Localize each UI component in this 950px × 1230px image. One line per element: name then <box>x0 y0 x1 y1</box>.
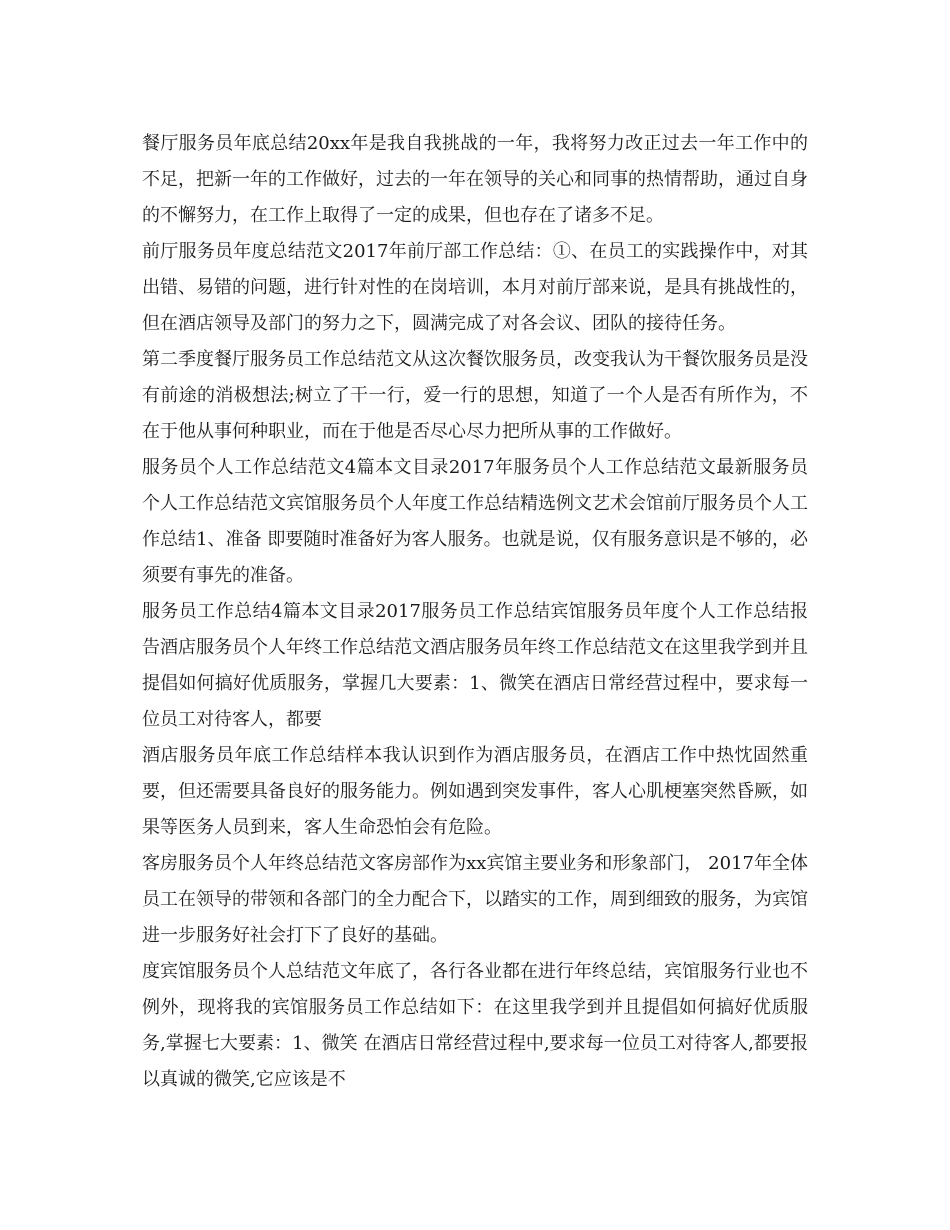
document-body <box>142 126 808 1098</box>
paragraph-7: 客房服务员个人年终总结范文客房部作为xx宾馆主要业务和形象部门， 2017年全体员工在领导的带领和各部门的全力配合下，以踏实的工作，周到细致的服务，为宾馆进一步服务好社会打下了良好的基础。 <box>142 853 808 946</box>
paragraph-4: 服务员个人工作总结范文4篇本文目录2017年服务员个人工作总结范文最新服务员个人工作总结范文宾馆服务员个人年度工作总结精选例文艺术会馆前厅服务员个人工作总结1、准备 即要随时准备好为客人服务。也就是说，仅有服务意识是不够的，必须要有事先的准备。 <box>142 457 808 586</box>
paragraph-8: 度宾馆服务员个人总结范文年底了，各行各业都在进行年终总结，宾馆服务行业也不例外，现将我的宾馆服务员工作总结如下：在这里我学到并且提倡如何搞好优质服务,掌握七大要素：1、微笑 在酒店日常经营过程中,要求每一位员工对待客人,都要报以真诚的微笑,它应该是不 <box>142 961 808 1090</box>
paragraph-2: 前厅服务员年度总结范文2017年前厅部工作总结：①、在员工的实践操作中，对其出错、易错的问题，进行针对性的在岗培训，本月对前厅部来说，是具有挑战性的，但在酒店领导及部门的努力之下，圆满完成了对各会议、团队的接待任务。 <box>142 241 808 334</box>
paragraph-6: 酒店服务员年底工作总结样本我认识到作为酒店服务员，在酒店工作中热忱固然重要，但还需要具备良好的服务能力。例如遇到突发事件，客人心肌梗塞突然昏厥，如果等医务人员到来，客人生命恐怕会有危险。 <box>142 745 808 838</box>
paragraph-5: 服务员工作总结4篇本文目录2017服务员工作总结宾馆服务员年度个人工作总结报告酒店服务员个人年终工作总结范文酒店服务员年终工作总结范文在这里我学到并且提倡如何搞好优质服务，掌握几大要素：1、微笑在酒店日常经营过程中，要求每一位员工对待客人，都要 <box>142 601 808 730</box>
paragraph-1: 餐厅服务员年底总结20xx年是我自我挑战的一年，我将努力改正过去一年工作中的不足，把新一年的工作做好，过去的一年在领导的关心和同事的热情帮助，通过自身的不懈努力，在工作上取得了一定的成果，但也存在了诸多不足。 <box>142 133 808 226</box>
paragraph-3: 第二季度餐厅服务员工作总结范文从这次餐饮服务员，改变我认为干餐饮服务员是没有前途的消极想法;树立了干一行，爱一行的思想，知道了一个人是否有所作为，不在于他从事何种职业，而在于他是否尽心尽力把所从事的工作做好。 <box>142 349 808 442</box>
